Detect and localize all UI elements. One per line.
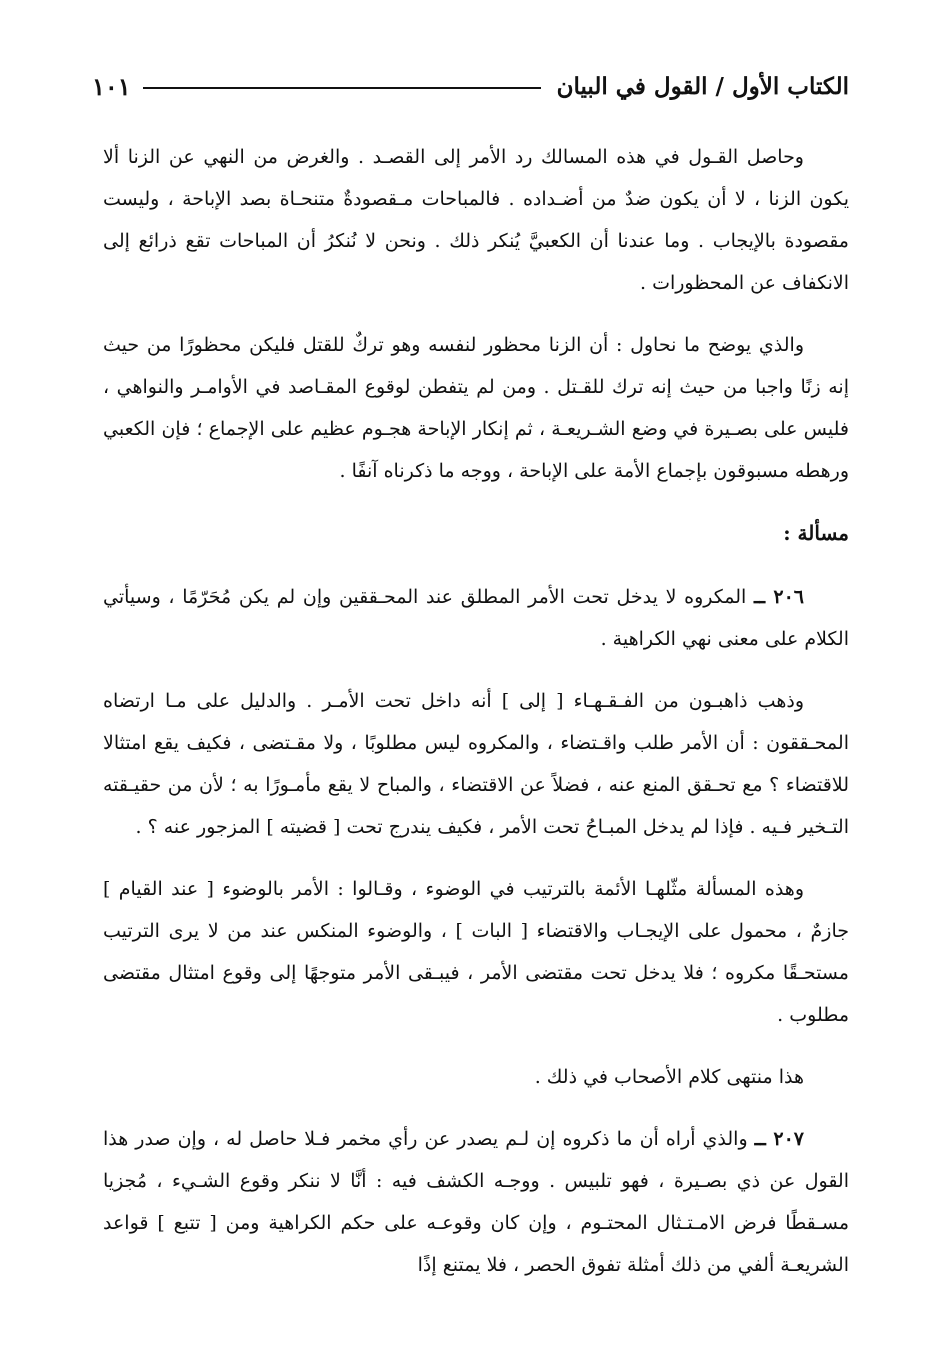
running-header-title: الكتاب الأول / القول في البيان xyxy=(556,72,849,100)
section-heading: مسألة : xyxy=(783,521,849,545)
paragraph xyxy=(103,576,849,660)
page-number: ١٠١ xyxy=(92,71,131,101)
paragraph xyxy=(103,324,849,492)
paragraph xyxy=(103,868,849,1036)
paragraph xyxy=(103,1056,849,1098)
paragraph-text: والذي أراه أن ما ذكروه إن لـم يصدر عن رأي مخمر فـلا حاصل له ، وإن صدر هذا القول عن ذي بصـيرة ، فهو تلبيس . ووجـه الكشف فيه : أنَّا لا ننكر وقوع الشـيء ، مُجزيا مسـقطًا فرض الامـتـثال المحتـوم ، وإن كان وقوعـه على حكم الكراهية ومن [ تتبع ] قواعد الشريعـة ألفي من ذلك أمثلة تفوق الحصر ، فلا يمتنع إذًا xyxy=(103,1128,849,1276)
paragraph-text: والذي يوضح ما نحاول : أن الزنا محظور لنفسه وهو تركٌ للقتل فليكن محظورًا من حيث إنه زنًا واجبا من حيث إنه ترك للقـتل . ومن لم يتفطن لوقوع المقـاصد في الأوامـر والنواهي ، فليس على بصـيرة في وضع الشـريعـة ، ثم إنكار الإباحة هجـوم عظيم على الإجماع ؛ فإن الكعبي ورهطه مسبوقون بإجماع الأمة على الإباحة ، ووجه ما ذكرناه آنفًا . xyxy=(103,334,849,482)
paragraph-text: هذا منتهى كلام الأصحاب في ذلك . xyxy=(534,1066,804,1088)
section-number: ٢٠٧ ــ xyxy=(754,1128,804,1150)
paragraph xyxy=(103,136,849,304)
paragraph xyxy=(103,680,849,848)
header-rule xyxy=(143,87,541,89)
page-body xyxy=(103,136,849,1306)
section-number: ٢٠٦ ــ xyxy=(753,586,804,608)
paragraph-text: المكروه لا يدخل تحت الأمر المطلق عند المحـققين وإن لم يكن مُحَرّمًا ، وسيأتي الكلام على معنى نهي الكراهية . xyxy=(103,586,849,650)
running-header xyxy=(92,66,849,106)
paragraph xyxy=(103,1118,849,1286)
paragraph-text: وذهب ذاهبـون من الفـقـهـاء [ إلى ] أنه داخل تحت الأمـر . والدليل على مـا ارتضاه المحـققون : أن الأمر طلب واقـتضاء ، والمكروه ليس مطلوبًا ، ولا مقـتضى ، فكيف يقع امتثالا للاقتضاء ؟ مع تحـقق المنع عنه ، فضلاً عن الاقتضاء ، والمباح لا يقع مأمـورًا به ؛ لأن من حقيـقته التـخير فـيه . فإذا لم يدخل المبـاحُ تحت الأمر ، فكيف يندرج تحت [ قضيته ] المزجور عنه ؟ . xyxy=(103,690,850,838)
paragraph-text: وهذه المسألة مثّلهـا الأئمة بالترتيب في الوضوء ، وقـالوا : الأمر بالوضوء [ عند القيام ] جازمٌ ، محمول على الإيجـاب والاقتضاء [ البات ] ، والوضوء المنكس عند من لا يرى الترتيب مستحـقًا مكروه ؛ فلا يدخل تحت مقتضى الأمر ، فيبـقى الأمر متوجهًا إلى وقوع امتثال مقتضى مطلوب . xyxy=(103,878,849,1026)
paragraph-text: وحاصل القـول في هذه المسالك رد الأمر إلى القصـد . والغرض من النهي عن الزنا ألا يكون الزنا ، لا أن يكون ضدٌ من أضـداده . فالمباحات مـقصودةٌ متنحـاة بصد الإباحة ، وليست مقصودة بالإيجاب . وما عندنا أن الكعبيَّ يُنكر ذلك . ونحن لا نُنكرُ أن المباحات تقع ذرائع إلى الانكفاف عن المحظورات . xyxy=(103,146,849,294)
